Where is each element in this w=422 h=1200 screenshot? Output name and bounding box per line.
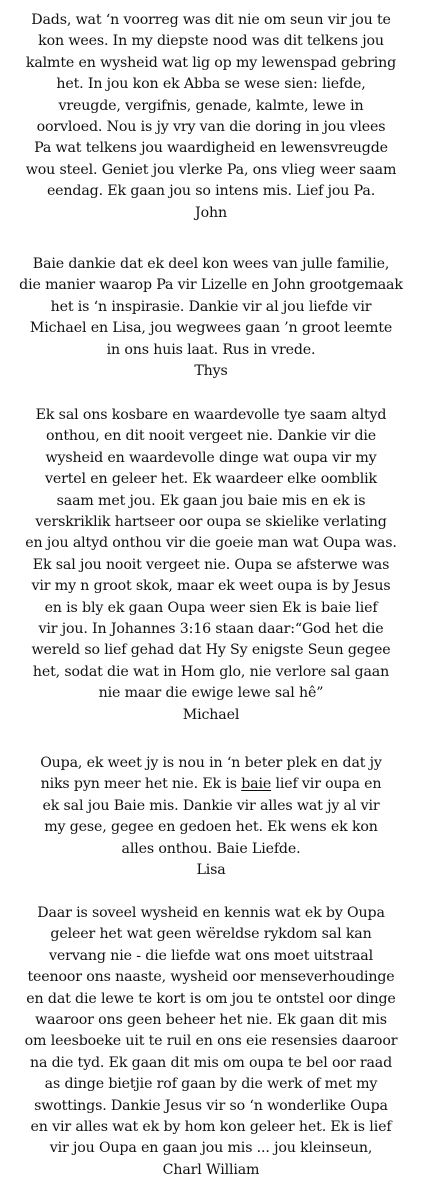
tribute-line: Ek sal ons kosbare en waardevolle tye saam altyd [35, 407, 387, 423]
tribute-line: kon wees. In my diepste nood was dit telkens jou [38, 33, 384, 50]
tribute-line: vertel en geleer het. Ek waardeer elke oomblik [44, 471, 378, 488]
tribute-line: na die tyd. Ek gaan dit mis om oupa te bel oor raad [29, 1054, 393, 1071]
tribute-line: kalmte en wysheid wat lig op my lewenspad gebring [25, 54, 397, 71]
tribute-line: en jou altyd onthou vir die goeie man wat Oupa was. [25, 535, 397, 552]
tribute-line: alles onthou. Baie Liefde. [121, 840, 301, 857]
tribute-line: waaroor ons geen beheer het nie. Ek gaan dit mis [35, 1012, 387, 1029]
tribute-line: nie maar die ewige lewe sal hê” [98, 685, 324, 702]
tribute-signature: Thys [194, 363, 228, 380]
tribute-michael [10, 405, 412, 726]
tribute-signature: John [195, 204, 227, 221]
tribute-line: en is bly ek gaan Oupa weer sien Ek is baie lief [44, 599, 378, 616]
tribute-line: my gese, gegee en gedoen het. Ek wens ek kon [44, 819, 378, 836]
tribute-charl-william [10, 903, 412, 1181]
emphasis-baie: baie [241, 776, 272, 793]
tribute-line: vir jou Oupa en gaan jou mis ... jou kleinseun, [49, 1140, 373, 1157]
tribute-line: en dat die lewe te kort is om jou te ontstel oor dinge [26, 990, 396, 1007]
tribute-line [10, 774, 412, 795]
tribute-thys [10, 254, 412, 382]
tribute-lisa [10, 753, 412, 881]
tribute-line: wou steel. Geniet jou vlerke Pa, ons vlieg weer saam [25, 161, 397, 178]
tribute-line: vir my n groot skok, maar ek weet oupa is by Jesus [31, 578, 391, 595]
tribute-line: wereld so lief gehad dat Hy Sy enigste Seun gegee [31, 642, 391, 659]
tribute-line: verskriklik hartseer oor oupa se skielike verlating [35, 514, 387, 531]
tribute-line: vreugde, vergifnis, genade, kalmte, lewe in [58, 97, 364, 114]
tribute-line: het, sodat die wat in Hom glo, nie verlore sal gaan [32, 663, 390, 680]
tribute-line: die manier waarop Pa vir Lizelle en John grootgemaak [19, 277, 403, 294]
tribute-line: in ons huis laat. Rus in vrede. [106, 341, 316, 358]
tribute-line: om leesboeke uit te ruil en ons eie resensies daaroor [24, 1033, 398, 1050]
tribute-signature: Charl William [162, 1161, 260, 1178]
tribute-line: wysheid en waardevolle dinge wat oupa vir my [45, 449, 377, 466]
tribute-line: Michael en Lisa, jou wegwees gaan ’n groot leemte [29, 320, 393, 337]
tribute-line-text: niks pyn meer het nie. Ek is [40, 776, 242, 793]
tribute-signature: Lisa [196, 862, 226, 879]
tribute-line: onthou, en dit nooit vergeet nie. Dankie vir die [45, 428, 377, 445]
tribute-line: vir jou. In Johannes 3:16 staan daar:“God het die [38, 621, 384, 638]
tribute-line-text: lief vir oupa en [271, 776, 382, 793]
tribute-line: eendag. Ek gaan jou so intens mis. Lief jou Pa. [46, 183, 376, 200]
tribute-john [10, 10, 412, 224]
tribute-line: Baie dankie dat ek deel kon wees van julle familie, [32, 256, 390, 272]
tribute-line: oorvloed. Nou is jy vry van die doring in jou vlees [36, 119, 386, 136]
tribute-line: het. In jou kon ek Abba se wese sien: liefde, [56, 76, 366, 93]
tribute-line: ek sal jou Baie mis. Dankie vir alles wat jy al vir [42, 797, 380, 814]
tribute-line: en vir alles wat ek by hom kon geleer het. Ek is lief [30, 1119, 392, 1136]
tribute-line: Daar is soveel wysheid en kennis wat ek by Oupa [37, 905, 385, 921]
tribute-line: Ek sal jou nooit vergeet nie. Oupa se afsterwe was [32, 556, 390, 573]
tribute-line: Oupa, ek weet jy is nou in ‘n beter plek en dat jy [40, 755, 382, 771]
tribute-signature: Michael [182, 706, 240, 723]
tribute-line: Pa wat telkens jou waardigheid en lewensvreugde [34, 140, 388, 157]
tribute-line: swottings. Dankie Jesus vir so ‘n wonderlike Oupa [34, 1097, 388, 1114]
tribute-line: geleer het wat geen wëreldse rykdom sal kan [50, 926, 372, 943]
tribute-line: Dads, wat ‘n voorreg was dit nie om seun vir jou te [31, 12, 391, 28]
tribute-line: saam met jou. Ek gaan jou baie mis en ek is [56, 492, 366, 509]
tribute-line: as dinge bietjie rof gaan by die werk of met my [44, 1076, 378, 1093]
tribute-line: het is ‘n inspirasie. Dankie vir al jou liefde vir [50, 298, 372, 315]
tribute-line: teenoor ons naaste, wysheid oor menseverhoudinge [27, 969, 395, 986]
tribute-line: vervang nie - die liefde wat ons moet uitstraal [49, 947, 373, 964]
